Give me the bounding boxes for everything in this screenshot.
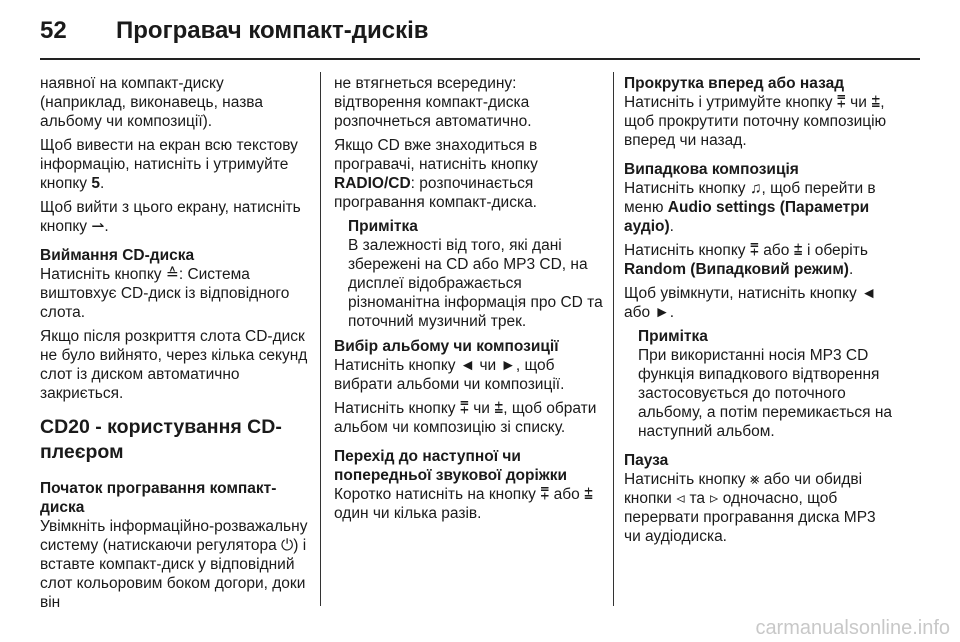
header-rule [40,58,920,60]
paragraph: Натисніть кнопку ◄ чи ►, щоб вибрати альбоми чи композиції. [334,357,565,393]
heading-pause: Пауза [624,452,669,469]
note-text: В залежності від того, які дані збережені на CD або MP3 CD, на дисплеї відображається різноманітна інформація про CD та поточний музичний трек. [348,237,603,330]
paragraph: Коротко натисніть на кнопку ⩱ або ⩲ один чи кілька разів. [334,486,594,522]
paragraph: наявної на компакт-диску (наприклад, виконавець, назва альбому чи композиції). [40,75,263,130]
eject-icon: ≙ [165,266,179,283]
paragraph: Якщо CD вже знаходиться в програвачі, натисніть кнопку RADIO/CD: розпочинається програвання компакт-диска. [334,137,538,211]
page-title: Програвач компакт-дисків [116,17,429,44]
paragraph: Щоб вивести на екран всю текстову інформацію, натисніть і утримуйте кнопку 5. [40,137,298,192]
paragraph: Якщо після розкриття слота CD-диск не було вийнято, через кілька секунд слот із диском автоматично закриється. [40,328,308,402]
paragraph: Натисніть кнопку ♫, щоб перейти в меню Audio settings (Параметри аудіо). [624,180,876,235]
column-divider-1 [320,72,321,606]
note-box [348,217,606,331]
page-number: 52 [40,17,67,44]
heading-scroll: Прокрутка вперед або назад [624,75,845,92]
page-header [40,10,920,52]
paragraph: Щоб увімкнути, натисніть кнопку ◄ або ►. [624,285,877,321]
note-title: Примітка [638,328,708,345]
column-1 [40,74,312,617]
heading-random: Випадкова композиція [624,161,799,178]
note-box [638,327,896,441]
power-icon: ⏻ [281,537,294,554]
note-title: Примітка [348,218,418,235]
heading-eject: Виймання CD-диска [40,247,195,264]
heading-album: Вибір альбому чи композиції [334,338,559,355]
paragraph: Щоб вийти з цього екрану, натисніть кнопку ⇀. [40,199,301,235]
paragraph: не втягнеться всередину: відтворення компакт-диска розпочнеться автоматично. [334,75,532,130]
note-text: При використанні носія MP3 CD функція випадкового відтворення застосовується до поточного альбому, а потім перемикається на наступний альбом. [638,347,893,440]
paragraph: Натисніть кнопку ⩱ або ⩲ і оберіть Random (Випадковий режим). [624,242,868,278]
paragraph: Натисніть кнопку ⨳ або чи обидві кнопки ⊲ та ⊳ одночасно, щоб перервати програвання диска MP3 чи аудіодиска. [624,471,876,545]
section-heading: CD20 - користування CD-плеєром [40,416,282,463]
column-3 [624,74,896,551]
paragraph: Натисніть і утримуйте кнопку ⩱ чи ⩲, щоб прокрутити поточну композицію вперед чи назад. [624,94,887,149]
heading-start: Початок програвання компакт-диска [40,480,277,516]
back-icon: ⇀ [91,218,105,235]
watermark: carmanualsonline.info [755,617,950,639]
paragraph: Натисніть кнопку ≙: Система виштовхує CD-диск із відповідного слота. [40,266,290,321]
paragraph: Натисніть кнопку ⩱ чи ⩲, щоб обрати альбом чи композицію зі списку. [334,400,597,436]
column-2 [334,74,606,528]
paragraph: Увімкніть інформаційно-розважальну систему (натискаючи регулятора ⏻) і вставте компакт-диск у відповідний слот кольоровим боком догори, доки він [40,518,308,611]
column-divider-2 [613,72,614,606]
heading-next-track: Перехід до наступної чи попередньої звукової доріжки [334,448,568,484]
